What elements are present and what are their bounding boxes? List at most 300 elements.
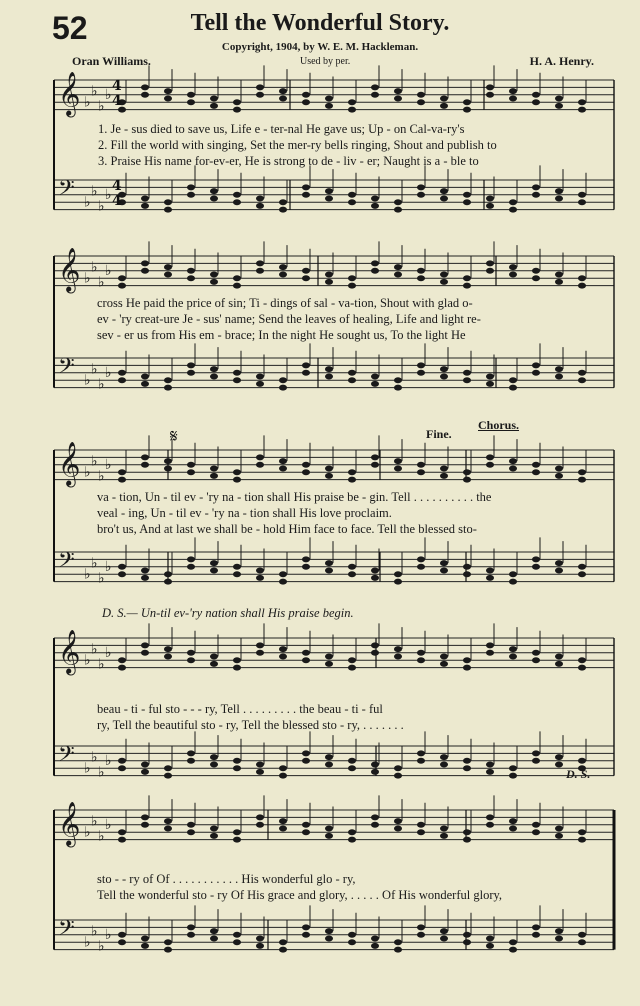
note-head bbox=[302, 924, 310, 930]
note-head bbox=[164, 947, 172, 953]
note-head bbox=[187, 370, 195, 376]
note-head bbox=[348, 939, 356, 945]
note-head bbox=[371, 822, 379, 828]
note-head bbox=[187, 469, 195, 475]
flat-icon: ♭ bbox=[105, 817, 112, 834]
flat-icon: ♭ bbox=[84, 270, 91, 287]
note-head bbox=[325, 466, 333, 472]
note-head bbox=[486, 196, 494, 202]
note-head bbox=[371, 769, 379, 775]
note-head bbox=[509, 571, 517, 577]
note-head bbox=[325, 96, 333, 102]
note-head bbox=[256, 462, 264, 468]
note-head bbox=[348, 275, 356, 281]
note-head bbox=[509, 96, 517, 102]
note-head bbox=[486, 650, 494, 656]
note-head bbox=[187, 564, 195, 570]
note-head bbox=[394, 385, 402, 391]
note-head bbox=[233, 275, 241, 281]
note-head bbox=[256, 196, 264, 202]
note-head bbox=[371, 462, 379, 468]
note-head bbox=[256, 260, 264, 266]
note-head bbox=[210, 196, 218, 202]
note-head bbox=[555, 654, 563, 660]
note-head bbox=[210, 826, 218, 832]
note-head bbox=[187, 556, 195, 562]
note-head bbox=[417, 92, 425, 98]
flat-icon: ♭ bbox=[105, 263, 112, 280]
flat-icon: ♭ bbox=[98, 656, 105, 673]
note-head bbox=[371, 642, 379, 648]
treble-clef: 𝄞 bbox=[58, 71, 81, 116]
note-head bbox=[486, 374, 494, 380]
time-signature: 4 bbox=[112, 93, 122, 109]
flat-icon: ♭ bbox=[98, 828, 105, 845]
note-head bbox=[417, 462, 425, 468]
lyric-line: sev - er us from His em - brace; In the night He sought us, To the light He bbox=[97, 328, 466, 342]
note-head bbox=[555, 560, 563, 566]
note-head bbox=[164, 96, 172, 102]
note-head bbox=[187, 462, 195, 468]
note-head bbox=[578, 932, 586, 938]
note-head bbox=[555, 473, 563, 479]
note-head bbox=[279, 272, 287, 278]
note-head bbox=[164, 765, 172, 771]
note-head bbox=[210, 103, 218, 109]
note-head bbox=[279, 466, 287, 472]
fine-marking: Fine. bbox=[426, 427, 452, 441]
note-head bbox=[532, 924, 540, 930]
note-head bbox=[509, 272, 517, 278]
note-head bbox=[348, 192, 356, 198]
note-head bbox=[279, 207, 287, 213]
note-head bbox=[371, 92, 379, 98]
note-head bbox=[302, 184, 310, 190]
note-head bbox=[555, 103, 563, 109]
lyric-line: Tell the wonderful sto - ry Of His grace and glory, . . . . . Of His wonderful glory, bbox=[97, 888, 503, 902]
note-head bbox=[394, 773, 402, 779]
note-head bbox=[371, 374, 379, 380]
note-head bbox=[578, 370, 586, 376]
note-head bbox=[348, 932, 356, 938]
note-head bbox=[118, 657, 126, 663]
note-head bbox=[463, 477, 471, 483]
note-head bbox=[440, 188, 448, 194]
note-head bbox=[463, 657, 471, 663]
note-head bbox=[463, 932, 471, 938]
note-head bbox=[164, 773, 172, 779]
note-head bbox=[118, 275, 126, 281]
note-head bbox=[555, 833, 563, 839]
note-head bbox=[532, 564, 540, 570]
note-head bbox=[509, 765, 517, 771]
note-head bbox=[532, 92, 540, 98]
note-head bbox=[417, 469, 425, 475]
note-head bbox=[486, 936, 494, 942]
note-head bbox=[187, 829, 195, 835]
treble-clef: 𝄞 bbox=[58, 801, 81, 846]
note-head bbox=[555, 196, 563, 202]
note-head bbox=[578, 477, 586, 483]
note-head bbox=[440, 654, 448, 660]
note-head bbox=[233, 939, 241, 945]
note-head bbox=[279, 199, 287, 205]
note-head bbox=[371, 260, 379, 266]
flat-icon: ♭ bbox=[84, 566, 91, 583]
note-head bbox=[371, 568, 379, 574]
note-head bbox=[325, 272, 333, 278]
note-head bbox=[578, 199, 586, 205]
note-head bbox=[256, 268, 264, 274]
note-head bbox=[302, 469, 310, 475]
note-head bbox=[463, 192, 471, 198]
note-head bbox=[279, 765, 287, 771]
flat-icon: ♭ bbox=[105, 753, 112, 770]
note-head bbox=[486, 814, 494, 820]
note-head bbox=[486, 84, 494, 90]
dal-segno-end: D. S. bbox=[566, 767, 591, 781]
note-head bbox=[440, 568, 448, 574]
note-head bbox=[118, 564, 126, 570]
note-head bbox=[463, 758, 471, 764]
note-head bbox=[325, 196, 333, 202]
note-head bbox=[440, 103, 448, 109]
flat-icon: ♭ bbox=[105, 87, 112, 104]
note-head bbox=[486, 454, 494, 460]
note-head bbox=[440, 661, 448, 667]
note-head bbox=[348, 283, 356, 289]
note-head bbox=[555, 936, 563, 942]
lyric-line: veal - ing, Un - til ev - 'ry na - tion shall His love proclaim. bbox=[97, 506, 392, 520]
note-head bbox=[509, 654, 517, 660]
note-head bbox=[440, 754, 448, 760]
note-head bbox=[302, 92, 310, 98]
note-head bbox=[532, 829, 540, 835]
note-head bbox=[348, 99, 356, 105]
note-head bbox=[348, 107, 356, 113]
note-head bbox=[141, 92, 149, 98]
note-head bbox=[164, 939, 172, 945]
note-head bbox=[509, 458, 517, 464]
note-head bbox=[440, 279, 448, 285]
note-head bbox=[348, 477, 356, 483]
note-head bbox=[256, 92, 264, 98]
note-head bbox=[578, 283, 586, 289]
note-head bbox=[417, 184, 425, 190]
note-head bbox=[233, 829, 241, 835]
note-head bbox=[348, 829, 356, 835]
time-signature: 4 bbox=[112, 78, 122, 94]
note-head bbox=[394, 199, 402, 205]
note-head bbox=[164, 272, 172, 278]
lyric-line: ev - 'ry creat-ure Je - sus' name; Send the leaves of healing, Life and light re- bbox=[97, 312, 481, 326]
note-head bbox=[325, 762, 333, 768]
note-head bbox=[279, 939, 287, 945]
note-head bbox=[233, 564, 241, 570]
note-head bbox=[463, 564, 471, 570]
note-head bbox=[578, 192, 586, 198]
note-head bbox=[118, 837, 126, 843]
flat-icon: ♭ bbox=[98, 570, 105, 587]
note-head bbox=[279, 826, 287, 832]
note-head bbox=[486, 822, 494, 828]
note-head bbox=[578, 829, 586, 835]
note-head bbox=[348, 571, 356, 577]
flat-icon: ♭ bbox=[98, 938, 105, 955]
note-head bbox=[463, 939, 471, 945]
note-head bbox=[325, 754, 333, 760]
note-head bbox=[394, 939, 402, 945]
note-head bbox=[210, 936, 218, 942]
note-head bbox=[141, 268, 149, 274]
note-head bbox=[394, 654, 402, 660]
note-head bbox=[417, 362, 425, 368]
note-head bbox=[509, 199, 517, 205]
flat-icon: ♭ bbox=[98, 764, 105, 781]
note-head bbox=[440, 473, 448, 479]
flat-icon: ♭ bbox=[91, 259, 98, 276]
note-head bbox=[279, 646, 287, 652]
flat-icon: ♭ bbox=[105, 457, 112, 474]
note-head bbox=[371, 84, 379, 90]
note-head bbox=[118, 477, 126, 483]
note-head bbox=[348, 564, 356, 570]
flat-icon: ♭ bbox=[105, 187, 112, 204]
note-head bbox=[141, 822, 149, 828]
note-head bbox=[486, 642, 494, 648]
note-head bbox=[463, 571, 471, 577]
note-head bbox=[417, 650, 425, 656]
note-head bbox=[486, 769, 494, 775]
note-head bbox=[325, 188, 333, 194]
note-head bbox=[532, 556, 540, 562]
note-head bbox=[532, 932, 540, 938]
note-head bbox=[256, 454, 264, 460]
note-head bbox=[210, 96, 218, 102]
note-head bbox=[279, 458, 287, 464]
note-head bbox=[440, 833, 448, 839]
note-head bbox=[371, 381, 379, 387]
composer-name: Oran Williams. bbox=[72, 54, 151, 68]
note-head bbox=[440, 936, 448, 942]
note-head bbox=[440, 272, 448, 278]
note-head bbox=[325, 654, 333, 660]
note-head bbox=[118, 765, 126, 771]
note-head bbox=[256, 642, 264, 648]
note-head bbox=[164, 458, 172, 464]
note-head bbox=[187, 932, 195, 938]
note-head bbox=[394, 466, 402, 472]
note-head bbox=[532, 370, 540, 376]
note-head bbox=[233, 932, 241, 938]
note-head bbox=[210, 654, 218, 660]
note-head bbox=[348, 370, 356, 376]
note-head bbox=[394, 272, 402, 278]
note-head bbox=[578, 939, 586, 945]
flat-icon: ♭ bbox=[84, 652, 91, 669]
note-head bbox=[532, 268, 540, 274]
note-head bbox=[486, 260, 494, 266]
note-head bbox=[371, 454, 379, 460]
note-head bbox=[440, 374, 448, 380]
note-head bbox=[440, 826, 448, 832]
flat-icon: ♭ bbox=[84, 464, 91, 481]
treble-clef: 𝄞 bbox=[58, 441, 81, 486]
note-head bbox=[118, 829, 126, 835]
note-head bbox=[325, 568, 333, 574]
treble-clef: 𝄞 bbox=[58, 629, 81, 674]
note-head bbox=[532, 657, 540, 663]
note-head bbox=[532, 758, 540, 764]
note-head bbox=[233, 758, 241, 764]
lyric-line: va - tion, Un - til ev - 'ry na - tion shall His praise be - gin. Tell . . . . . . . . . . the bbox=[97, 490, 492, 504]
note-head bbox=[555, 762, 563, 768]
note-head bbox=[210, 560, 218, 566]
note-head bbox=[486, 268, 494, 274]
lyric-line: 3. Praise His name for-ev-er, He is strong to de - liv - er; Naught is a - ble to bbox=[98, 154, 479, 168]
note-head bbox=[164, 88, 172, 94]
note-head bbox=[141, 814, 149, 820]
note-head bbox=[256, 203, 264, 209]
note-head bbox=[210, 928, 218, 934]
note-head bbox=[141, 454, 149, 460]
flat-icon: ♭ bbox=[91, 555, 98, 572]
note-head bbox=[210, 762, 218, 768]
note-head bbox=[348, 665, 356, 671]
note-head bbox=[463, 829, 471, 835]
note-head bbox=[509, 264, 517, 270]
flat-icon: ♭ bbox=[91, 361, 98, 378]
note-head bbox=[463, 107, 471, 113]
note-head bbox=[302, 932, 310, 938]
flat-icon: ♭ bbox=[84, 824, 91, 841]
note-head bbox=[463, 370, 471, 376]
note-head bbox=[555, 466, 563, 472]
note-head bbox=[509, 88, 517, 94]
note-head bbox=[440, 762, 448, 768]
note-head bbox=[187, 924, 195, 930]
note-head bbox=[302, 822, 310, 828]
note-head bbox=[532, 822, 540, 828]
note-head bbox=[509, 385, 517, 391]
note-head bbox=[118, 283, 126, 289]
note-head bbox=[210, 188, 218, 194]
note-head bbox=[417, 275, 425, 281]
note-head bbox=[141, 260, 149, 266]
note-head bbox=[302, 556, 310, 562]
note-head bbox=[417, 758, 425, 764]
note-head bbox=[555, 96, 563, 102]
note-head bbox=[141, 381, 149, 387]
note-head bbox=[233, 837, 241, 843]
note-head bbox=[164, 654, 172, 660]
note-head bbox=[532, 469, 540, 475]
note-head bbox=[210, 754, 218, 760]
note-head bbox=[164, 207, 172, 213]
note-head bbox=[233, 665, 241, 671]
note-head bbox=[486, 92, 494, 98]
note-head bbox=[187, 184, 195, 190]
note-head bbox=[302, 750, 310, 756]
note-head bbox=[371, 936, 379, 942]
note-head bbox=[348, 758, 356, 764]
note-head bbox=[555, 188, 563, 194]
lyric-line: sto - - ry of Of . . . . . . . . . . . His wonderful glo - ry, bbox=[97, 872, 356, 886]
note-head bbox=[210, 272, 218, 278]
note-head bbox=[325, 936, 333, 942]
note-head bbox=[555, 826, 563, 832]
note-head bbox=[279, 571, 287, 577]
note-head bbox=[578, 657, 586, 663]
note-head bbox=[302, 758, 310, 764]
note-head bbox=[417, 370, 425, 376]
note-head bbox=[578, 571, 586, 577]
note-head bbox=[348, 469, 356, 475]
time-signature: 4 bbox=[112, 193, 122, 209]
note-head bbox=[302, 650, 310, 656]
note-head bbox=[233, 107, 241, 113]
note-head bbox=[463, 377, 471, 383]
flat-icon: ♭ bbox=[98, 198, 105, 215]
note-head bbox=[256, 943, 264, 949]
note-head bbox=[118, 758, 126, 764]
note-head bbox=[532, 192, 540, 198]
note-head bbox=[256, 936, 264, 942]
note-head bbox=[578, 564, 586, 570]
note-head bbox=[417, 556, 425, 562]
note-head bbox=[210, 568, 218, 574]
note-head bbox=[164, 466, 172, 472]
note-head bbox=[302, 829, 310, 835]
note-head bbox=[578, 469, 586, 475]
note-head bbox=[302, 564, 310, 570]
note-head bbox=[187, 650, 195, 656]
note-head bbox=[118, 370, 126, 376]
note-head bbox=[486, 762, 494, 768]
note-head bbox=[279, 385, 287, 391]
lyric-line: beau - ti - ful sto - - - ry, Tell . . . . . . . . . the beau - ti - ful bbox=[97, 702, 383, 716]
note-head bbox=[164, 385, 172, 391]
note-head bbox=[394, 818, 402, 824]
note-head bbox=[187, 268, 195, 274]
lyric-line: 1. Je - sus died to save us, Life e - ter-nal He gave us; Up - on Cal-va-ry's bbox=[98, 122, 465, 136]
note-head bbox=[141, 374, 149, 380]
note-head bbox=[555, 568, 563, 574]
bass-clef: 𝄢 bbox=[58, 916, 75, 947]
note-head bbox=[394, 207, 402, 213]
note-head bbox=[141, 943, 149, 949]
note-head bbox=[417, 924, 425, 930]
note-head bbox=[555, 279, 563, 285]
note-head bbox=[463, 469, 471, 475]
flat-icon: ♭ bbox=[91, 83, 98, 100]
note-head bbox=[486, 462, 494, 468]
flat-icon: ♭ bbox=[98, 98, 105, 115]
note-head bbox=[164, 826, 172, 832]
note-head bbox=[141, 936, 149, 942]
note-head bbox=[279, 264, 287, 270]
note-head bbox=[532, 275, 540, 281]
flat-icon: ♭ bbox=[91, 453, 98, 470]
note-head bbox=[394, 826, 402, 832]
note-head bbox=[417, 268, 425, 274]
note-head bbox=[463, 665, 471, 671]
note-head bbox=[302, 268, 310, 274]
note-head bbox=[302, 192, 310, 198]
note-head bbox=[463, 765, 471, 771]
note-head bbox=[141, 642, 149, 648]
note-head bbox=[164, 199, 172, 205]
